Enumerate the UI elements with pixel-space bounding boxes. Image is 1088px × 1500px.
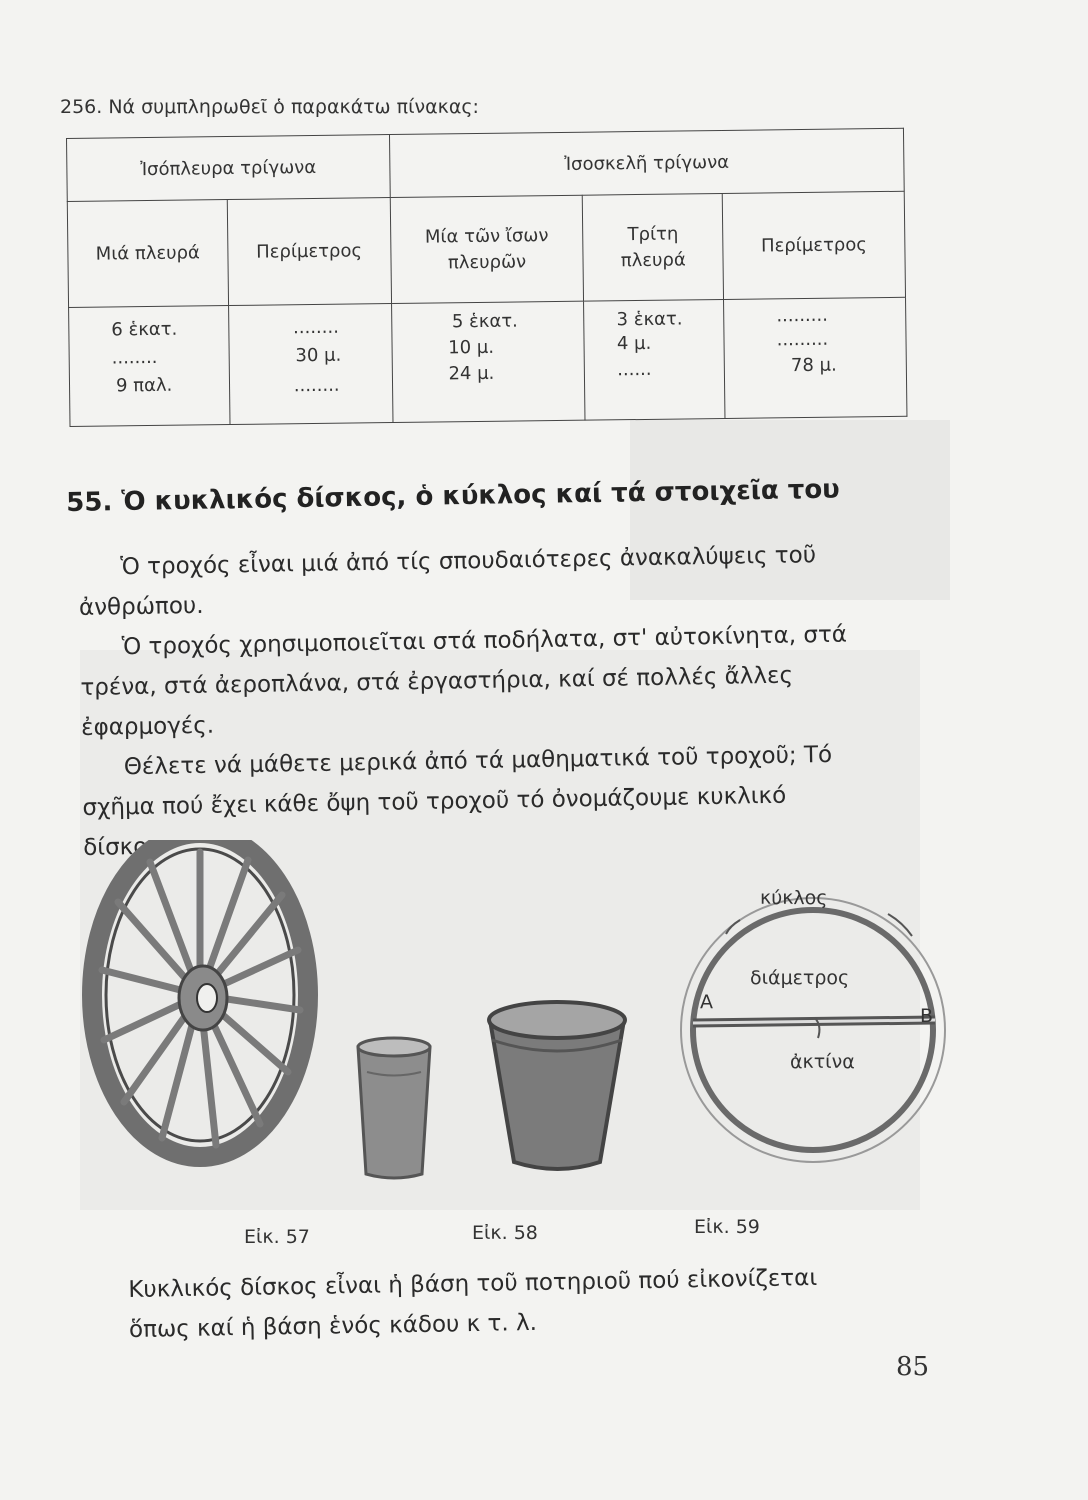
col-header-third-side [583, 193, 724, 301]
figures-area [0, 840, 1088, 1220]
body-p3-line2: σχῆμα πού ἔχει κάθε ὄψη τοῦ τροχοῦ τό ὀνομάζουμε κυκλικό [82, 782, 787, 821]
value-eq-side-1: 6 ἑκατ. [111, 318, 178, 341]
value-iso-perimeter-3: 78 μ. [790, 354, 837, 377]
section-title: 55. Ὁ κυκλικός δίσκος, ὁ κύκλος καί τά στοιχεῖα του [66, 474, 840, 518]
col-header-side: Μιά πλευρά [67, 200, 228, 308]
body-p2-line3: ἐφαρμογές. [80, 712, 215, 741]
value-iso-perimeter-1: ......... [776, 304, 829, 327]
label-circle: κύκλος [760, 887, 828, 909]
bucket-figure [489, 1002, 625, 1169]
wagon-wheel-figure [92, 840, 308, 1157]
value-iso-third-2: 4 μ. [616, 332, 652, 355]
label-point-a: Α [700, 991, 713, 1013]
col-header-perimeter: Περίμετρος [227, 198, 391, 306]
col-header-third-side-line2: πλευρά [620, 248, 686, 271]
col-header-equal-side-line1: Μία τῶν ἴσων [424, 224, 549, 248]
cell-iso-third-side [584, 299, 725, 420]
body-p3-line1: Θέλετε νά μάθετε μερικά ἀπό τά μαθηματικά τοῦ τροχοῦ; Τό [123, 741, 833, 781]
bottom-line2: ὅπως καί ἡ βάση ἑνός κάδου κ τ. λ. [128, 1309, 538, 1343]
figures-svg [0, 840, 1088, 1220]
value-eq-perimeter-2: 30 μ. [295, 344, 342, 367]
glass-figure [358, 1038, 430, 1178]
page-number: 85 [896, 1352, 930, 1382]
value-iso-equal-3: 24 μ. [448, 362, 495, 385]
cell-iso-perimeter [724, 297, 907, 418]
cell-eq-perimeter [228, 304, 392, 425]
col-header-perimeter-isosceles: Περίμετρος [722, 191, 905, 299]
value-iso-third-1: 3 ἑκατ. [616, 308, 683, 331]
body-p2-line2: τρένα, στά ἀεροπλάνα, στά ἐργαστήρια, καί σέ πολλές ἄλλες [80, 662, 794, 701]
value-iso-equal-2: 10 μ. [448, 336, 495, 359]
col-header-third-side-line1: Τρίτη [627, 223, 679, 245]
label-diameter: διάμετρος [750, 967, 850, 989]
value-eq-perimeter-3: ........ [293, 374, 340, 397]
caption-57: Εἰκ. 57 [244, 1226, 310, 1248]
caption-58: Εἰκ. 58 [472, 1222, 538, 1244]
col-header-equal-side-line2: πλευρῶν [447, 250, 527, 273]
exercise-prompt: 256. Νά συμπληρωθεῖ ὁ παρακάτω πίνακας: [60, 96, 479, 118]
col-header-equal-side [390, 195, 584, 303]
label-radius: ἀκτίνα [790, 1051, 855, 1073]
value-iso-equal-1: 5 ἑκατ. [451, 310, 518, 333]
cell-iso-equal-side [391, 301, 585, 422]
body-paragraphs [78, 533, 933, 868]
value-iso-third-3: ...... [617, 358, 652, 381]
triangle-table [66, 128, 907, 427]
body-p3-line3: δίσκο. [83, 833, 155, 861]
equilateral-header: Ἰσόπλευρα τρίγωνα [67, 135, 390, 202]
body-p1-line1: Ὁ τροχός εἶναι μιά ἀπό τίς σπουδαιότερες ἀνακαλύψεις τοῦ [120, 542, 817, 581]
value-eq-perimeter-1: ........ [292, 316, 340, 339]
bottom-paragraph [128, 1256, 929, 1350]
value-eq-side-3: 9 παλ. [115, 374, 173, 397]
caption-59: Εἰκ. 59 [694, 1216, 760, 1238]
value-eq-side-2: ........ [111, 346, 158, 369]
value-iso-perimeter-2: ......... [776, 328, 829, 351]
circle-diagram [681, 898, 945, 1162]
cell-eq-side [69, 306, 230, 427]
isosceles-header: Ἰσοσκελῆ τρίγωνα [389, 128, 904, 197]
body-p2-line1: Ὁ τροχός χρησιμοποιεῖται στά ποδήλατα, στ' αὐτοκίνητα, στά [121, 621, 848, 661]
body-p1-line2: ἀνθρώπου. [78, 592, 204, 621]
bottom-line1: Κυκλικός δίσκος εἶναι ἡ βάση τοῦ ποτηριοῦ πού εἰκονίζεται [128, 1264, 818, 1303]
label-point-b: Β [920, 1005, 934, 1027]
